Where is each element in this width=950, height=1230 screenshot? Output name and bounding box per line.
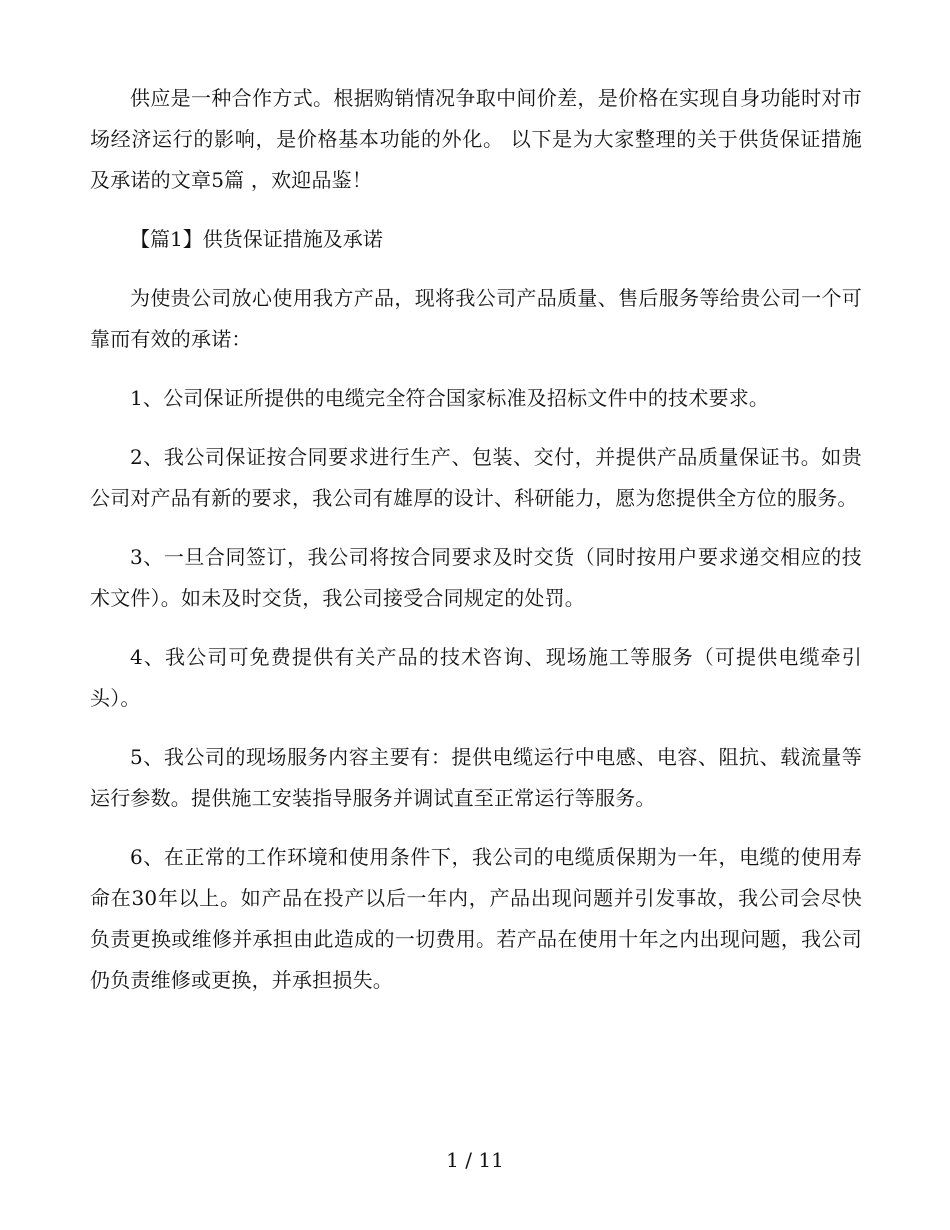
commitment-item-2: 2、我公司保证按合同要求进行生产、包装、交付，并提供产品质量保证书。如贵公司对产品有新的要求，我公司有雄厚的设计、科研能力，愿为您提供全方位的服务。 xyxy=(90,445,862,510)
commitment-item-3: 3、一旦合同签订，我公司将按合同要求及时交货（同时按用户要求递交相应的技术文件）。如未及时交货，我公司接受合同规定的处罚。 xyxy=(90,545,862,610)
section-heading: 【篇1】供货保证措施及承诺 xyxy=(130,227,383,251)
paragraph-gap xyxy=(90,360,862,378)
document-body xyxy=(90,78,862,1001)
commitment-item-5: 5、我公司的现场服务内容主要有：提供电缆运行中电感、电容、阻抗、载流量等运行参数。提供施工安装指导服务并调试直至正常运行等服务。 xyxy=(90,745,862,810)
paragraph-gap xyxy=(90,419,862,437)
paragraph-gap xyxy=(90,201,862,219)
paragraph-gap xyxy=(90,260,862,278)
commitment-intro-paragraph: 为使贵公司放心使用我方产品，现将我公司产品质量、售后服务等给贵公司一个可靠而有效的承诺： xyxy=(90,286,862,351)
commitment-item-1: 1、公司保证所提供的电缆完全符合国家标准及招标文件中的技术要求。 xyxy=(130,386,770,410)
paragraph-gap xyxy=(90,619,862,637)
intro-paragraph: 供应是一种合作方式。根据购销情况争取中间价差，是价格在实现自身功能时对市场经济运行的影响，是价格基本功能的外化。 以下是为大家整理的关于供货保证措施及承诺的文章5篇 ，欢迎品鉴！ xyxy=(90,86,862,192)
paragraph-gap xyxy=(90,519,862,537)
commitment-item-4: 4、我公司可免费提供有关产品的技术咨询、现场施工等服务（可提供电缆牵引头）。 xyxy=(90,645,862,710)
page-number-indicator: 1 / 11 xyxy=(446,1148,504,1172)
commitment-item-6: 6、在正常的工作环境和使用条件下，我公司的电缆质保期为一年，电缆的使用寿命在30年以上。如产品在投产以后一年内，产品出现问题并引发事故，我公司会尽快负责更换或维修并承担由此造成的一切费用。若产品在使用十年之内出现问题，我公司仍负责维修或更换，并承担损失。 xyxy=(90,845,862,992)
paragraph-gap xyxy=(90,719,862,737)
paragraph-gap xyxy=(90,819,862,837)
